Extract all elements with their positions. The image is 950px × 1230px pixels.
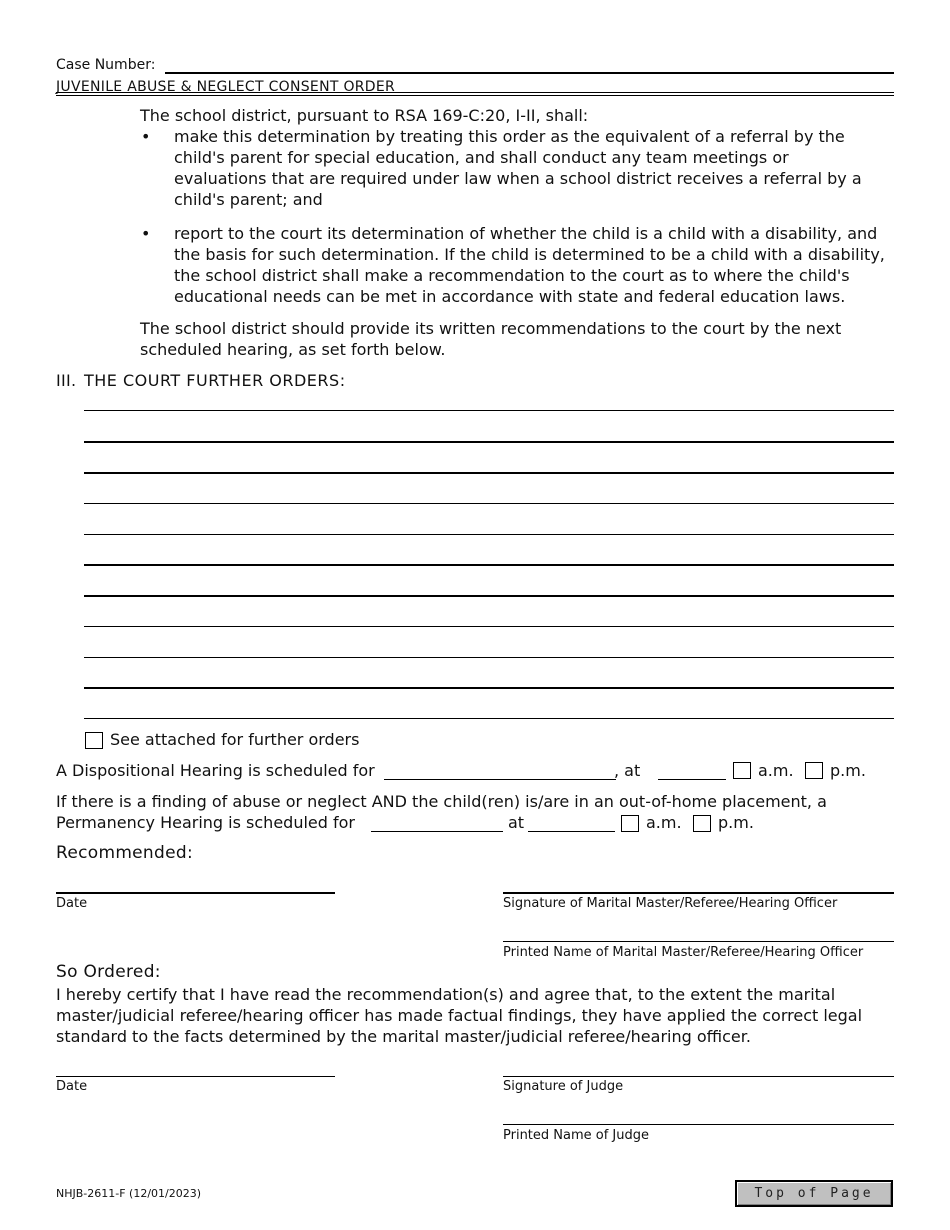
so-ordered-heading: So Ordered: bbox=[56, 962, 161, 982]
judge-printed-name-field[interactable] bbox=[503, 1124, 894, 1125]
bullet-item-report: report to the court its determination of whether the child is a child with a disability, and the basis for such determination. If the child is determined to be a child with a disability, the school district shall make a recommendation to the court as to where the child's educational needs can be met in accordance with state and federal education laws. bbox=[174, 224, 885, 306]
permanency-pm-checkbox[interactable] bbox=[693, 815, 711, 832]
orders-line[interactable] bbox=[84, 410, 894, 411]
judge-printed-name-label: Printed Name of Judge bbox=[503, 1128, 650, 1143]
am-label: a.m. bbox=[758, 761, 794, 780]
school-district-intro: The school district, pursuant to RSA 169-C:20, I-II, shall: bbox=[140, 106, 589, 125]
am-label: a.m. bbox=[646, 813, 682, 832]
orders-line[interactable] bbox=[84, 718, 894, 719]
orders-line[interactable] bbox=[84, 472, 894, 474]
pm-label: p.m. bbox=[830, 761, 866, 780]
judge-date-field[interactable] bbox=[56, 1076, 335, 1077]
see-attached-checkbox[interactable] bbox=[85, 732, 103, 749]
master-printed-name-label: Printed Name of Marital Master/Referee/Hearing Officer bbox=[503, 945, 864, 960]
school-district-closing: The school district should provide its written recommendations to the court by the next scheduled hearing, as set forth below. bbox=[140, 319, 842, 359]
dispositional-hearing-label: A Dispositional Hearing is scheduled for bbox=[56, 761, 375, 780]
see-attached-label: See attached for further orders bbox=[110, 730, 360, 749]
bullet-item-determination: make this determination by treating this order as the equivalent of a referral by the child's parent for special education, and shall conduct any team meetings or evaluations that are required under law when a school district receives a referral by a child's parent; and bbox=[174, 127, 862, 209]
judge-signature-label: Signature of Judge bbox=[503, 1079, 624, 1094]
orders-line[interactable] bbox=[84, 441, 894, 443]
orders-line[interactable] bbox=[84, 657, 894, 658]
recommended-date-field[interactable] bbox=[56, 892, 335, 894]
dispositional-at-label: , at bbox=[614, 761, 641, 780]
permanency-date-field[interactable] bbox=[371, 831, 503, 832]
orders-line[interactable] bbox=[84, 626, 894, 627]
orders-line[interactable] bbox=[84, 534, 894, 535]
orders-line[interactable] bbox=[84, 503, 894, 504]
judge-signature-field[interactable] bbox=[503, 1076, 894, 1077]
dispositional-am-checkbox[interactable] bbox=[733, 762, 751, 779]
orders-line[interactable] bbox=[84, 595, 894, 597]
permanency-at-label: at bbox=[508, 813, 525, 832]
permanency-am-checkbox[interactable] bbox=[621, 815, 639, 832]
section-numeral: III. bbox=[56, 371, 77, 390]
top-of-page-button[interactable]: Top of Page bbox=[735, 1180, 893, 1207]
dispositional-pm-checkbox[interactable] bbox=[805, 762, 823, 779]
master-signature-field[interactable] bbox=[503, 892, 894, 894]
case-number-label: Case Number: bbox=[56, 57, 156, 73]
dispositional-date-field[interactable] bbox=[384, 779, 616, 780]
orders-line[interactable] bbox=[84, 564, 894, 566]
judge-date-label: Date bbox=[56, 1079, 88, 1094]
pm-label: p.m. bbox=[718, 813, 754, 832]
header-rule-top bbox=[56, 92, 894, 93]
permanency-time-field[interactable] bbox=[528, 831, 615, 832]
orders-line[interactable] bbox=[84, 687, 894, 689]
dispositional-time-field[interactable] bbox=[658, 779, 726, 780]
master-printed-name-field[interactable] bbox=[503, 941, 894, 942]
case-number-field[interactable] bbox=[165, 72, 894, 74]
bullet-dot: • bbox=[141, 224, 151, 243]
permanency-hearing-label: Permanency Hearing is scheduled for bbox=[56, 813, 355, 832]
certification-text: I hereby certify that I have read the recommendation(s) and agree that, to the extent the marital master/judicial referee/hearing officer has made factual findings, they have applied the correct legal standard to the facts determined by the marital master/judicial referee/hearing officer. bbox=[56, 985, 863, 1046]
form-code: NHJB-2611-F (12/01/2023) bbox=[56, 1187, 202, 1200]
form-title: JUVENILE ABUSE & NEGLECT CONSENT ORDER bbox=[56, 79, 396, 95]
bullet-dot: • bbox=[141, 127, 151, 146]
recommended-date-label: Date bbox=[56, 896, 88, 911]
master-signature-label: Signature of Marital Master/Referee/Hearing Officer bbox=[503, 896, 838, 911]
section-heading: THE COURT FURTHER ORDERS: bbox=[84, 371, 346, 390]
header-rule-bottom bbox=[56, 95, 894, 96]
permanency-condition-text: If there is a finding of abuse or neglect AND the child(ren) is/are in an out-of-home placement, a bbox=[56, 792, 827, 811]
recommended-heading: Recommended: bbox=[56, 843, 193, 863]
